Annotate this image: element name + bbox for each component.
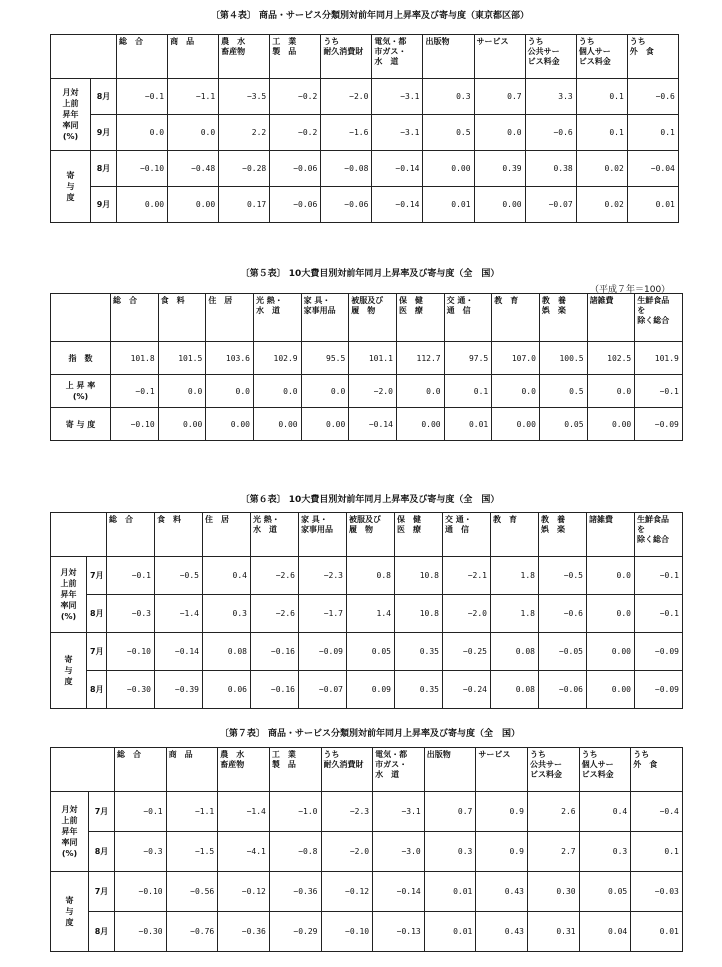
value-cell: −1.5 xyxy=(166,832,218,872)
value-cell: 0.00 xyxy=(587,671,635,709)
value-cell: −4.1 xyxy=(218,832,270,872)
value-cell: −2.3 xyxy=(321,792,373,832)
corner-cell xyxy=(51,748,115,792)
value-cell: 100.5 xyxy=(539,342,587,375)
value-cell: 0.0 xyxy=(587,557,635,595)
value-cell: 0.00 xyxy=(492,408,540,441)
value-cell: −0.05 xyxy=(539,633,587,671)
value-cell: 101.1 xyxy=(349,342,397,375)
value-cell: 103.6 xyxy=(206,342,254,375)
table6 xyxy=(50,512,683,709)
column-header: 総 合 xyxy=(117,35,168,79)
value-cell: −0.36 xyxy=(218,912,270,952)
column-header: うち 耐久消費財 xyxy=(321,748,373,792)
table-row xyxy=(51,671,683,709)
column-header: 諸雑費 xyxy=(587,294,635,342)
value-cell: −0.39 xyxy=(155,671,203,709)
month-label: 8月 xyxy=(89,912,115,952)
corner-cell xyxy=(51,513,107,557)
value-cell: 0.00 xyxy=(158,408,206,441)
column-header: 総 合 xyxy=(107,513,155,557)
month-label: 7月 xyxy=(89,792,115,832)
value-cell: 0.00 xyxy=(301,408,349,441)
value-cell: −0.08 xyxy=(321,151,372,187)
value-cell: 0.00 xyxy=(168,187,219,223)
value-cell: −2.6 xyxy=(251,557,299,595)
value-cell: 1.4 xyxy=(347,595,395,633)
value-cell: 0.0 xyxy=(396,375,444,408)
column-header: 教 育 xyxy=(491,513,539,557)
column-header: 出版物 xyxy=(423,35,474,79)
value-cell: 0.0 xyxy=(253,375,301,408)
month-label: 8月 xyxy=(91,79,117,115)
value-cell: 0.43 xyxy=(476,872,528,912)
value-cell: 102.9 xyxy=(253,342,301,375)
value-cell: −0.13 xyxy=(373,912,425,952)
table4 xyxy=(50,34,679,223)
value-cell: −1.7 xyxy=(299,595,347,633)
value-cell: 0.01 xyxy=(424,872,476,912)
value-cell: −0.16 xyxy=(251,671,299,709)
value-cell: 0.00 xyxy=(117,187,168,223)
column-header: 農 水 畜産物 xyxy=(219,35,270,79)
value-cell: −0.6 xyxy=(627,79,678,115)
value-cell: −0.10 xyxy=(321,912,373,952)
value-cell: 0.1 xyxy=(631,832,683,872)
column-header: 電気・都 市ガス・ 水 道 xyxy=(372,35,423,79)
value-cell: −0.1 xyxy=(117,79,168,115)
value-cell: −2.3 xyxy=(299,557,347,595)
value-cell: 0.5 xyxy=(423,115,474,151)
row-label: 寄 与 度 xyxy=(51,408,111,441)
month-label: 9月 xyxy=(91,187,117,223)
month-label: 8月 xyxy=(91,151,117,187)
value-cell: −3.1 xyxy=(372,79,423,115)
column-header: 生鮮食品 を 除く総合 xyxy=(635,513,683,557)
value-cell: −1.4 xyxy=(218,792,270,832)
value-cell: 0.01 xyxy=(627,187,678,223)
value-cell: −0.3 xyxy=(107,595,155,633)
month-label: 7月 xyxy=(87,633,107,671)
value-cell: 0.05 xyxy=(539,408,587,441)
group-label-rate: 月対 上前 昇年 率同 (%) xyxy=(51,79,91,151)
column-header: 電気・都 市ガス・ 水 道 xyxy=(373,748,425,792)
month-label: 9月 xyxy=(91,115,117,151)
column-header: 諸雑費 xyxy=(587,513,635,557)
column-header: サービス xyxy=(476,748,528,792)
table-row xyxy=(51,557,683,595)
value-cell: 0.0 xyxy=(117,115,168,151)
value-cell: −0.16 xyxy=(251,633,299,671)
value-cell: −0.2 xyxy=(270,115,321,151)
value-cell: 0.00 xyxy=(423,151,474,187)
value-cell: −0.07 xyxy=(299,671,347,709)
value-cell: 0.00 xyxy=(253,408,301,441)
value-cell: −0.04 xyxy=(627,151,678,187)
value-cell: −0.24 xyxy=(443,671,491,709)
value-cell: 3.3 xyxy=(525,79,576,115)
column-header: 商 品 xyxy=(168,35,219,79)
value-cell: −0.6 xyxy=(525,115,576,151)
value-cell: 1.8 xyxy=(491,557,539,595)
value-cell: 0.7 xyxy=(474,79,525,115)
value-cell: −0.56 xyxy=(166,872,218,912)
column-header: 家 具・ 家事用品 xyxy=(299,513,347,557)
value-cell: 0.01 xyxy=(444,408,492,441)
value-cell: 0.01 xyxy=(423,187,474,223)
value-cell: 0.38 xyxy=(525,151,576,187)
column-header: 家 具・ 家事用品 xyxy=(301,294,349,342)
table-row xyxy=(51,912,683,952)
value-cell: 0.0 xyxy=(206,375,254,408)
value-cell: −0.5 xyxy=(155,557,203,595)
value-cell: −2.6 xyxy=(251,595,299,633)
value-cell: −0.06 xyxy=(321,187,372,223)
table7 xyxy=(50,747,683,952)
value-cell: 0.9 xyxy=(476,792,528,832)
column-header: サービス xyxy=(474,35,525,79)
value-cell: 0.1 xyxy=(576,115,627,151)
value-cell: 2.2 xyxy=(219,115,270,151)
value-cell: −0.1 xyxy=(635,595,683,633)
value-cell: −2.0 xyxy=(321,832,373,872)
table5-note: （平成７年＝100） xyxy=(590,285,671,295)
table-row xyxy=(51,375,683,408)
column-header: うち 公共サー ビス料金 xyxy=(528,748,580,792)
value-cell: −0.76 xyxy=(166,912,218,952)
value-cell: 0.04 xyxy=(579,912,631,952)
value-cell: 0.0 xyxy=(587,375,635,408)
value-cell: 97.5 xyxy=(444,342,492,375)
column-header: うち 個人サー ビス料金 xyxy=(576,35,627,79)
value-cell: −0.14 xyxy=(372,187,423,223)
value-cell: 101.9 xyxy=(635,342,683,375)
value-cell: 0.3 xyxy=(579,832,631,872)
value-cell: 0.05 xyxy=(579,872,631,912)
month-label: 7月 xyxy=(87,557,107,595)
value-cell: 0.7 xyxy=(424,792,476,832)
column-header: 工 業 製 品 xyxy=(270,35,321,79)
table-row xyxy=(51,872,683,912)
value-cell: −3.0 xyxy=(373,832,425,872)
column-header: 総 合 xyxy=(111,294,159,342)
value-cell: 107.0 xyxy=(492,342,540,375)
value-cell: −1.6 xyxy=(321,115,372,151)
table-row xyxy=(51,595,683,633)
column-header: 教 養 娯 楽 xyxy=(539,513,587,557)
table-row xyxy=(51,408,683,441)
value-cell: 101.5 xyxy=(158,342,206,375)
month-label: 7月 xyxy=(89,872,115,912)
value-cell: 0.8 xyxy=(347,557,395,595)
value-cell: 0.02 xyxy=(576,151,627,187)
table5-title: 〔第５表〕 10大費目別対前年同月上昇率及び寄与度（全 国） xyxy=(240,269,500,279)
value-cell: 0.01 xyxy=(631,912,683,952)
group-label-rate: 月対 上前 昇年 率同 (%) xyxy=(51,557,87,633)
value-cell: 95.5 xyxy=(301,342,349,375)
value-cell: 0.1 xyxy=(576,79,627,115)
value-cell: 0.1 xyxy=(627,115,678,151)
value-cell: 102.5 xyxy=(587,342,635,375)
table5 xyxy=(50,293,683,441)
value-cell: −0.10 xyxy=(111,408,159,441)
value-cell: −0.10 xyxy=(117,151,168,187)
column-header: 出版物 xyxy=(424,748,476,792)
table-row xyxy=(51,342,683,375)
value-cell: −0.29 xyxy=(269,912,321,952)
value-cell: 0.00 xyxy=(474,187,525,223)
value-cell: 0.30 xyxy=(528,872,580,912)
value-cell: −3.1 xyxy=(373,792,425,832)
value-cell: 0.00 xyxy=(587,633,635,671)
value-cell: 0.01 xyxy=(424,912,476,952)
value-cell: 10.8 xyxy=(395,595,443,633)
value-cell: −3.1 xyxy=(372,115,423,151)
value-cell: −0.6 xyxy=(539,595,587,633)
value-cell: −0.1 xyxy=(115,792,167,832)
value-cell: −0.1 xyxy=(635,375,683,408)
value-cell: −0.8 xyxy=(269,832,321,872)
value-cell: −0.12 xyxy=(218,872,270,912)
value-cell: 0.3 xyxy=(423,79,474,115)
value-cell: −0.09 xyxy=(635,671,683,709)
header-row xyxy=(51,294,683,342)
value-cell: −0.14 xyxy=(349,408,397,441)
value-cell: −0.07 xyxy=(525,187,576,223)
column-header: 保 健 医 療 xyxy=(396,294,444,342)
value-cell: −0.10 xyxy=(107,633,155,671)
value-cell: −0.09 xyxy=(635,408,683,441)
corner-cell xyxy=(51,35,117,79)
value-cell: −0.28 xyxy=(219,151,270,187)
value-cell: 0.00 xyxy=(206,408,254,441)
table-row xyxy=(51,187,679,223)
column-header: 保 健 医 療 xyxy=(395,513,443,557)
value-cell: −0.25 xyxy=(443,633,491,671)
column-header: 商 品 xyxy=(166,748,218,792)
value-cell: −0.2 xyxy=(270,79,321,115)
column-header: うち 外 食 xyxy=(627,35,678,79)
value-cell: −3.5 xyxy=(219,79,270,115)
value-cell: −2.0 xyxy=(443,595,491,633)
value-cell: −0.30 xyxy=(107,671,155,709)
value-cell: 0.06 xyxy=(203,671,251,709)
month-label: 8月 xyxy=(87,671,107,709)
value-cell: 0.35 xyxy=(395,633,443,671)
group-label-contribution: 寄 与 度 xyxy=(51,872,89,952)
value-cell: 0.31 xyxy=(528,912,580,952)
month-label: 8月 xyxy=(87,595,107,633)
value-cell: −0.5 xyxy=(539,557,587,595)
table-row xyxy=(51,792,683,832)
value-cell: −0.48 xyxy=(168,151,219,187)
column-header: 教 養 娯 楽 xyxy=(539,294,587,342)
value-cell: −0.14 xyxy=(373,872,425,912)
value-cell: 1.8 xyxy=(491,595,539,633)
value-cell: −0.06 xyxy=(270,187,321,223)
value-cell: 0.43 xyxy=(476,912,528,952)
column-header: うち 外 食 xyxy=(631,748,683,792)
value-cell: 0.0 xyxy=(474,115,525,151)
value-cell: 0.0 xyxy=(168,115,219,151)
column-header: 被服及び 履 物 xyxy=(347,513,395,557)
value-cell: −0.14 xyxy=(372,151,423,187)
group-label-contribution: 寄 与 度 xyxy=(51,151,91,223)
column-header: 交 通・ 通 信 xyxy=(443,513,491,557)
value-cell: −1.4 xyxy=(155,595,203,633)
header-row xyxy=(51,513,683,557)
table-row xyxy=(51,633,683,671)
value-cell: −0.3 xyxy=(115,832,167,872)
value-cell: 0.5 xyxy=(539,375,587,408)
value-cell: 2.7 xyxy=(528,832,580,872)
value-cell: −0.14 xyxy=(155,633,203,671)
value-cell: 0.0 xyxy=(492,375,540,408)
value-cell: 0.09 xyxy=(347,671,395,709)
month-label: 8月 xyxy=(89,832,115,872)
value-cell: 101.8 xyxy=(111,342,159,375)
value-cell: −0.09 xyxy=(635,633,683,671)
group-label-rate: 月対 上前 昇年 率同 (%) xyxy=(51,792,89,872)
value-cell: 0.3 xyxy=(424,832,476,872)
value-cell: 0.08 xyxy=(491,671,539,709)
value-cell: 0.1 xyxy=(444,375,492,408)
column-header: 住 居 xyxy=(203,513,251,557)
table-row xyxy=(51,832,683,872)
value-cell: −0.1 xyxy=(635,557,683,595)
table4-title: 〔第４表〕 商品・サービス分類別対前年同月上昇率及び寄与度（東京都区部） xyxy=(210,11,530,21)
value-cell: 0.0 xyxy=(301,375,349,408)
value-cell: −1.1 xyxy=(166,792,218,832)
value-cell: −0.4 xyxy=(631,792,683,832)
column-header: 食 料 xyxy=(158,294,206,342)
column-header: 工 業 製 品 xyxy=(269,748,321,792)
column-header: 総 合 xyxy=(115,748,167,792)
value-cell: −0.10 xyxy=(115,872,167,912)
table-row xyxy=(51,151,679,187)
column-header: 農 水 畜産物 xyxy=(218,748,270,792)
group-label-contribution: 寄 与 度 xyxy=(51,633,87,709)
value-cell: 0.35 xyxy=(395,671,443,709)
value-cell: 0.08 xyxy=(491,633,539,671)
value-cell: −2.1 xyxy=(443,557,491,595)
column-header: うち 公共サー ビス料金 xyxy=(525,35,576,79)
row-label: 上 昇 率 (%) xyxy=(51,375,111,408)
column-header: 光 熱・ 水 道 xyxy=(253,294,301,342)
row-label: 指 数 xyxy=(51,342,111,375)
value-cell: 0.39 xyxy=(474,151,525,187)
column-header: 住 居 xyxy=(206,294,254,342)
corner-cell xyxy=(51,294,111,342)
value-cell: 112.7 xyxy=(396,342,444,375)
value-cell: −0.06 xyxy=(539,671,587,709)
value-cell: 0.00 xyxy=(396,408,444,441)
value-cell: −1.1 xyxy=(168,79,219,115)
value-cell: 0.02 xyxy=(576,187,627,223)
table6-title: 〔第６表〕 10大費目別対前年同月上昇率及び寄与度（全 国） xyxy=(240,495,500,505)
value-cell: 0.05 xyxy=(347,633,395,671)
value-cell: −2.0 xyxy=(349,375,397,408)
column-header: うち 個人サー ビス料金 xyxy=(579,748,631,792)
column-header: 生鮮食品 を 除く総合 xyxy=(635,294,683,342)
value-cell: 2.6 xyxy=(528,792,580,832)
value-cell: 0.00 xyxy=(587,408,635,441)
column-header: 食 料 xyxy=(155,513,203,557)
value-cell: 0.0 xyxy=(587,595,635,633)
header-row xyxy=(51,748,683,792)
value-cell: 0.9 xyxy=(476,832,528,872)
value-cell: −0.1 xyxy=(111,375,159,408)
value-cell: −0.12 xyxy=(321,872,373,912)
value-cell: 0.0 xyxy=(158,375,206,408)
value-cell: −0.03 xyxy=(631,872,683,912)
value-cell: −0.09 xyxy=(299,633,347,671)
value-cell: −0.30 xyxy=(115,912,167,952)
header-row xyxy=(51,35,679,79)
value-cell: −2.0 xyxy=(321,79,372,115)
value-cell: 0.17 xyxy=(219,187,270,223)
table7-title: 〔第７表〕 商品・サービス分類別対前年同月上昇率及び寄与度（全 国） xyxy=(219,729,521,739)
value-cell: 0.4 xyxy=(203,557,251,595)
value-cell: −1.0 xyxy=(269,792,321,832)
value-cell: 0.08 xyxy=(203,633,251,671)
table-row xyxy=(51,115,679,151)
column-header: うち 耐久消費財 xyxy=(321,35,372,79)
value-cell: −0.06 xyxy=(270,151,321,187)
value-cell: −0.36 xyxy=(269,872,321,912)
table-row xyxy=(51,79,679,115)
value-cell: 10.8 xyxy=(395,557,443,595)
value-cell: 0.4 xyxy=(579,792,631,832)
value-cell: −0.1 xyxy=(107,557,155,595)
column-header: 光 熱・ 水 道 xyxy=(251,513,299,557)
value-cell: 0.3 xyxy=(203,595,251,633)
column-header: 教 育 xyxy=(492,294,540,342)
column-header: 被服及び 履 物 xyxy=(349,294,397,342)
column-header: 交 通・ 通 信 xyxy=(444,294,492,342)
